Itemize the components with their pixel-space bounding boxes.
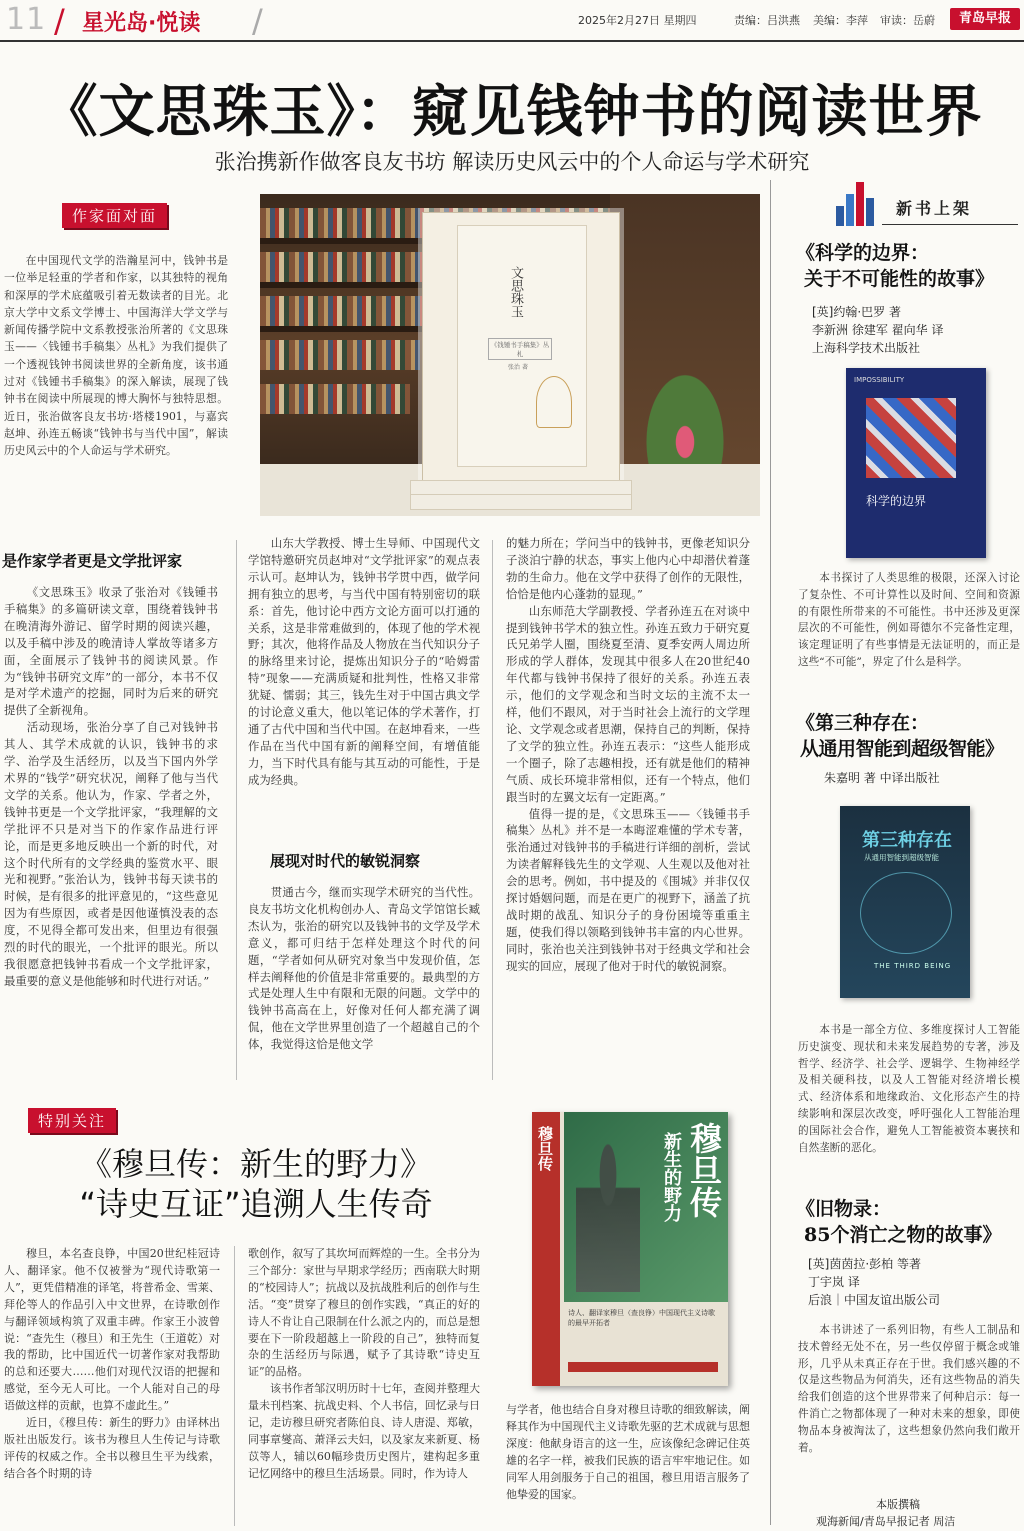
book-display-stand bbox=[422, 212, 620, 486]
cover-spine-title: 穆旦传 bbox=[536, 1126, 554, 1171]
book1-cover bbox=[846, 368, 986, 558]
book2-cover-title: 第三种存在 bbox=[862, 830, 952, 851]
description: 本书讲述了一系列旧物，有些人工制品和技术曾经无处不在，另一些仅停留于概念或雏形，几乎从未真正存在于世。我们感兴趣的不仅是这些物品为何消失，还有这些物品的消失给我们创造的这个世界带来了何种启示：每一件消亡之物都体现了一种对未来的想象，即使物品本身被淘汰了，这些想象仍然向我们敞开着。 bbox=[798, 1324, 1020, 1454]
editor-credit: 责编：吕洪燕 bbox=[734, 14, 800, 27]
page-subtitle: 张治携新作做客良友书坊 解读历史风云中的个人命运与学术研究 bbox=[214, 150, 810, 174]
page-number: 11 bbox=[6, 2, 47, 37]
proofreader-credit: 审读：岳蔚 bbox=[880, 14, 935, 27]
intro-paragraph: 在中国现代文学的浩瀚星河中，钱钟书是一位举足轻重的学者和作家，以其独特的视角和深厚的学术底蕴吸引着无数读者的目光。北京大学中文系文学博士、中国海洋大学文学与新闻传播学院中文系教授张治所著的《文思珠玉——〈钱锺书手稿集〉丛札》为我们提供了一个透视钱钟书阅读世界的全新角度，该书通过对《钱锺书手稿集》的深入解读，展现了钱钟书在阅读中所展现的博大胸怀与独特思想。近日，张治做客良友书坊·塔楼1901，与嘉宾赵坤、孙连五畅谈“钱钟书与当代中国”，解读历史风云中的个人命运与学术研究。 bbox=[4, 254, 228, 458]
bars-logo-icon bbox=[836, 182, 876, 226]
cover-title: 穆旦传 bbox=[685, 1122, 723, 1218]
paragraph: 山东师范大学副教授、学者孙连五在对谈中提到钱钟书学术的独立性。孙连五致力于研究夏氏兄弟学人圈，围绕夏至清、夏季安两人周边所形成的学人群体，发现其中很多人在20世纪40年代都与钱钟书保持了很好的关系。孙连五表示，他们的文学观念和当时文坛的主流不太一样，他们不跟风，对于当时社会上流行的文学理论、文学观念或者思潮，保持自己的判断，保持了文学的独立性。孙连五表示：“这些人能形成一个圈子，除了志趣相投，还有就是他们的精神气质、成长环境非常相似，还有一个特点，他们跟当时的左翼文坛有一定距离。” bbox=[506, 603, 750, 804]
byline-author: 观海新闻/青岛早报记者 周洁 bbox=[816, 1515, 956, 1528]
book2-author: 朱嘉明 著 中译出版社 bbox=[824, 771, 940, 785]
book3-author: [英]茵茵拉·彭柏 等著 bbox=[808, 1257, 921, 1271]
paragraph: 山东大学教授、博士生导师、中国现代文学馆特邀研究员赵坤对“文学批评家”的观点表示认可。赵坤认为，钱钟书学贯中西，做学问拥有独立的思考，与当代中国有特别密切的联系：首先，他讨论中西方文论方面可以打通的关系，这是非常难做到的，体现了他的学术视野；其次，他将作品及人物放在当代知识分子的脉络里来讨论，提炼出知识分子的“哈姆雷特”现象——充满质疑和批判性，性格又非常犹疑、懦弱；其三，钱先生对于中国古典文学的讨论意义重大，他以笔记体的学术著作，打通了古代中国和当代中国。在赵坤看来，一些作品在当代中国有新的阐释空间，有增值能力，当下时代具有能与其互动的可能性，于是成为经典。 bbox=[248, 536, 480, 787]
cup-illustration bbox=[536, 376, 572, 428]
paragraph: 与学者，他也结合自身对穆旦诗歌的细致解读，阐释其作为中国现代主义诗歌先驱的艺术成就与思想深度：他献身语言的这一生，应该像纪念碑记住英雄的名字一样，被我们民族的语言牢牢地记住。如同军人用剑服务于自己的祖国，穆旦用语言服务了他挚爱的国家。 bbox=[506, 1403, 750, 1501]
column-divider bbox=[492, 540, 493, 1080]
cover-tagline: 诗人、翻译家穆旦（查良铮）中国现代主义诗歌的最早开拓者 bbox=[568, 1309, 715, 1327]
column-divider bbox=[236, 540, 237, 1080]
book1-title-1: 《科学的边界： bbox=[796, 242, 930, 264]
book3-title-2: 85个消亡之物的故事》 bbox=[804, 1224, 1002, 1246]
book2-description bbox=[798, 1022, 1020, 1156]
book2-title-2: 从通用智能到超级智能》 bbox=[800, 738, 1004, 760]
art-editor-credit: 美编：李萍 bbox=[813, 14, 868, 27]
article2-column-1 bbox=[4, 1246, 220, 1483]
article-column-1 bbox=[4, 584, 218, 990]
book2-title-1: 《第三种存在： bbox=[796, 712, 930, 734]
paragraph: 《文思珠玉》收录了张治对《钱锺书手稿集》的多篇研读文章，围绕着钱钟书在晚清海外游记、留学时期的阅读兴趣，以及手稿中涉及的晚清诗人掌故等诸多方面，全面展示了钱钟书的阅读风景。作为“钱钟书研究文库”的一部分，本书不仅是对学术遗产的挖掘，同时为后来的研究提供了全新视角。 bbox=[4, 585, 218, 718]
book3-translators: 丁宇岚 译 bbox=[808, 1275, 860, 1289]
book-subtitle: 《钱锺书手稿集》丛札 bbox=[488, 338, 552, 360]
section-title-critic: 是作家学者更是文学批评家 bbox=[2, 552, 183, 570]
column-tag: 特别关注 bbox=[28, 1108, 116, 1133]
book3-publisher: 后浪｜中国友谊出版公司 bbox=[808, 1293, 941, 1307]
paragraph: 活动现场，张治分享了自己对钱钟书其人、其学术成就的认识，钱钟书的求学、治学及生活经历，以及当下国内外学术界的“钱学”研究状况，阐释了他与当代文学的关系。他认为，作家、学者之外，钱钟书更是一个文学批评家，“我理解的文学批评不只是对当下的作家作品进行评论，而是更多地反映出一个新的时代，对这个时代所有的文学经典的鉴赏水平、眼光和视野。”张治认为，钱钟书每天读书的时候，是有很多的批评意见的，“这些意见因为有些原因，或者是因他谨慎没表的态度，不见得全都可发出来，但里边有很强烈的时代的眼光，一个批评的眼光。所以我很愿意把钱钟书看成一个文学批评家，最重要的意义是他能够和时代进行对话。” bbox=[4, 720, 218, 988]
byline-label: 本版撰稿 bbox=[876, 1498, 920, 1511]
paragraph: 贯通古今，继而实现学术研究的当代性。良友书坊文化机构创办人、青岛文学馆馆长臧杰认为，张治的研究以及钱钟书的文学及学术意义，都可归结于怎样处理这个时代的问题，“学者如何从研究对象当中发现价值，怎样去阐释他的价值是非常重要的。最典型的方式是处理人生中有限和无限的问题。文学中的钱钟书高高在上，好像对任何人都充满了调侃，他在文学世界里创造了一个超越自己的个体，我觉得这恰是他文学 bbox=[248, 885, 480, 1052]
description: 本书是一部全方位、多维度探讨人工智能历史演变、现状和未来发展趋势的专著，涉及哲学、经济学、社会学、逻辑学、生物神经学及相关硬科技，以及人工智能对经济增长模式、经济体系和地缘政治、文化形态产生的持续影响和深层次改变，呼吁强化人工智能治理的国际社会合作，避免人工智能被资本裹挟和自然垄断的恶化。 bbox=[798, 1024, 1020, 1154]
book1-title-2: 关于不可能性的故事》 bbox=[804, 268, 995, 290]
column-divider bbox=[234, 1246, 235, 1526]
book1-description bbox=[798, 570, 1020, 671]
book3-description bbox=[798, 1322, 1020, 1456]
book2-cover bbox=[840, 806, 970, 998]
paragraph: 歌创作，叙写了其坎坷而辉煌的一生。全书分为三个部分：家世与早期求学经历；西南联大时期的“校园诗人”；抗战以及抗战胜利后的创作与生活。“变”贯穿了穆旦的创作实践，“真正的好的诗人不肯让自己限制在什么派之内的，而总是想要在下一阶段超越上一阶段的自己”，独特而复杂的生活经历与际遇，赋予了其诗歌“诗史互证”的品格。 bbox=[248, 1247, 480, 1379]
article-column-3 bbox=[506, 535, 750, 975]
book-title: 文思珠玉 bbox=[508, 266, 523, 318]
sidebar-divider bbox=[770, 180, 771, 1525]
page-title: 《文思珠玉》：窥见钱钟书的阅读世界 bbox=[41, 80, 983, 145]
issue-date: 2025年2月27日 星期四 bbox=[578, 14, 697, 27]
portrait-photo bbox=[576, 1142, 640, 1292]
article2-column-3 bbox=[506, 1402, 750, 1503]
book-author: 张治 著 bbox=[508, 364, 528, 371]
divider-slash: / bbox=[54, 2, 65, 40]
book1-publisher: 上海科学技术出版社 bbox=[812, 341, 921, 355]
book1-author: [英]约翰·巴罗 著 bbox=[812, 305, 901, 319]
sidebar-banner: 新书上架 bbox=[896, 199, 973, 218]
paragraph: 近日，《穆旦传：新生的野力》由译林出版社出版发行。该书为穆旦人生传记与诗歌评传的权威之作。全书以穆旦生平为线索，结合各个时期的诗 bbox=[4, 1416, 220, 1480]
book3-title-1: 《旧物录： bbox=[796, 1198, 892, 1220]
article-intro bbox=[4, 252, 228, 460]
book1-cover-top: IMPOSSIBILITY bbox=[854, 376, 905, 384]
divider-slash: / bbox=[252, 2, 263, 40]
book1-cover-title: 科学的边界 bbox=[866, 494, 927, 508]
book2-cover-en: THE THIRD BEING bbox=[874, 962, 952, 970]
cover-subtitle: 新生的野力 bbox=[661, 1132, 682, 1222]
article2-column-2 bbox=[248, 1246, 480, 1483]
article2-subtitle: “诗史互证”追溯人生传奇 bbox=[79, 1185, 433, 1223]
column-tag: 作家面对面 bbox=[62, 203, 167, 228]
paragraph: 该书作者邹汉明历时十七年，查阅并整理大量未刊档案、抗战史料、个人书信，回忆录与日记，走访穆旦研究者陈伯良、诗人唐湜、郑敏，同事章燮高、萧泽云夫妇，以及家友来新夏、杨苡等人，辅以60幅珍贵历史图片，建构起多重记忆网络中的穆旦生活场景。同时，作为诗人 bbox=[248, 1382, 480, 1480]
paragraph: 值得一提的是，《文思珠玉——〈钱锺书手稿集〉丛札》并不是一本晦涩难懂的学术专著，张治通过对钱钟书的手稿进行详细的剖析，尝试为读者解释钱先生的文学观、人生观以及他对社会的思考。例如，书中提及的《围城》并非仅仅探讨婚姻问题，而是在更广的视野下，涵盖了抗战时期的战乱、知识分子的身份困境等重重主题，使我们得以领略到钱钟书丰富的内心世界。同时，张治也关注到钱钟书对于经典文学和社会现实的回应，展现了他对于时代的敏锐洞察。 bbox=[506, 806, 750, 973]
article-column-2 bbox=[248, 535, 480, 789]
paragraph: 穆旦，本名查良铮，中国20世纪桂冠诗人、翻译家。他不仅被誉为“现代诗歌第一人”，更凭借精准的译笔，将普希金、雪莱、拜伦等人的作品引入中文世界，在诗歌创作与翻译领域构筑了双重丰碑。作家王小波曾说：“查先生（穆旦）和王先生（王道乾）对我的帮助，比中国近代一切著作家对我帮助的总和还要大……他们对现代汉语的把握和感觉，至今无人可比。一个人能对自己的母语做这样的贡献，也算不虚此生。” bbox=[4, 1247, 220, 1413]
section-name: 星光岛·悦读 bbox=[82, 11, 201, 36]
article-column-2b bbox=[248, 884, 480, 1053]
book2-cover-sub: 从通用智能到超级智能 bbox=[864, 853, 939, 862]
mudan-book-cover bbox=[532, 1112, 728, 1386]
description: 本书探讨了人类思维的极限，还深入讨论了复杂性、不可计算性以及时间、空间和资源的有限性所带来的不可能性。书中还涉及更深层次的不可能性，例如哥德尔不完备性定理，该定理证明了有些事情是无法证明的，而正是这些“不可能”，界定了什么是科学。 bbox=[798, 572, 1020, 668]
paper-logo: 青岛早报 bbox=[950, 8, 1020, 30]
section-title-insight: 展现对时代的敏锐洞察 bbox=[270, 852, 421, 870]
book-cover bbox=[457, 225, 587, 467]
paragraph: 的魅力所在；学问当中的钱钟书，更像老知识分子淡泊宁静的状态，事实上他内心中却潜伏着蓬勃的生命力。他在文学中获得了创作的无限性，恰恰是他内心蓬勃的显现。” bbox=[506, 536, 750, 601]
bookstore-photo bbox=[260, 194, 760, 516]
book1-translators: 李新洲 徐建军 翟向华 译 bbox=[812, 323, 944, 337]
article2-title: 《穆旦传：新生的野力》 bbox=[79, 1145, 432, 1183]
